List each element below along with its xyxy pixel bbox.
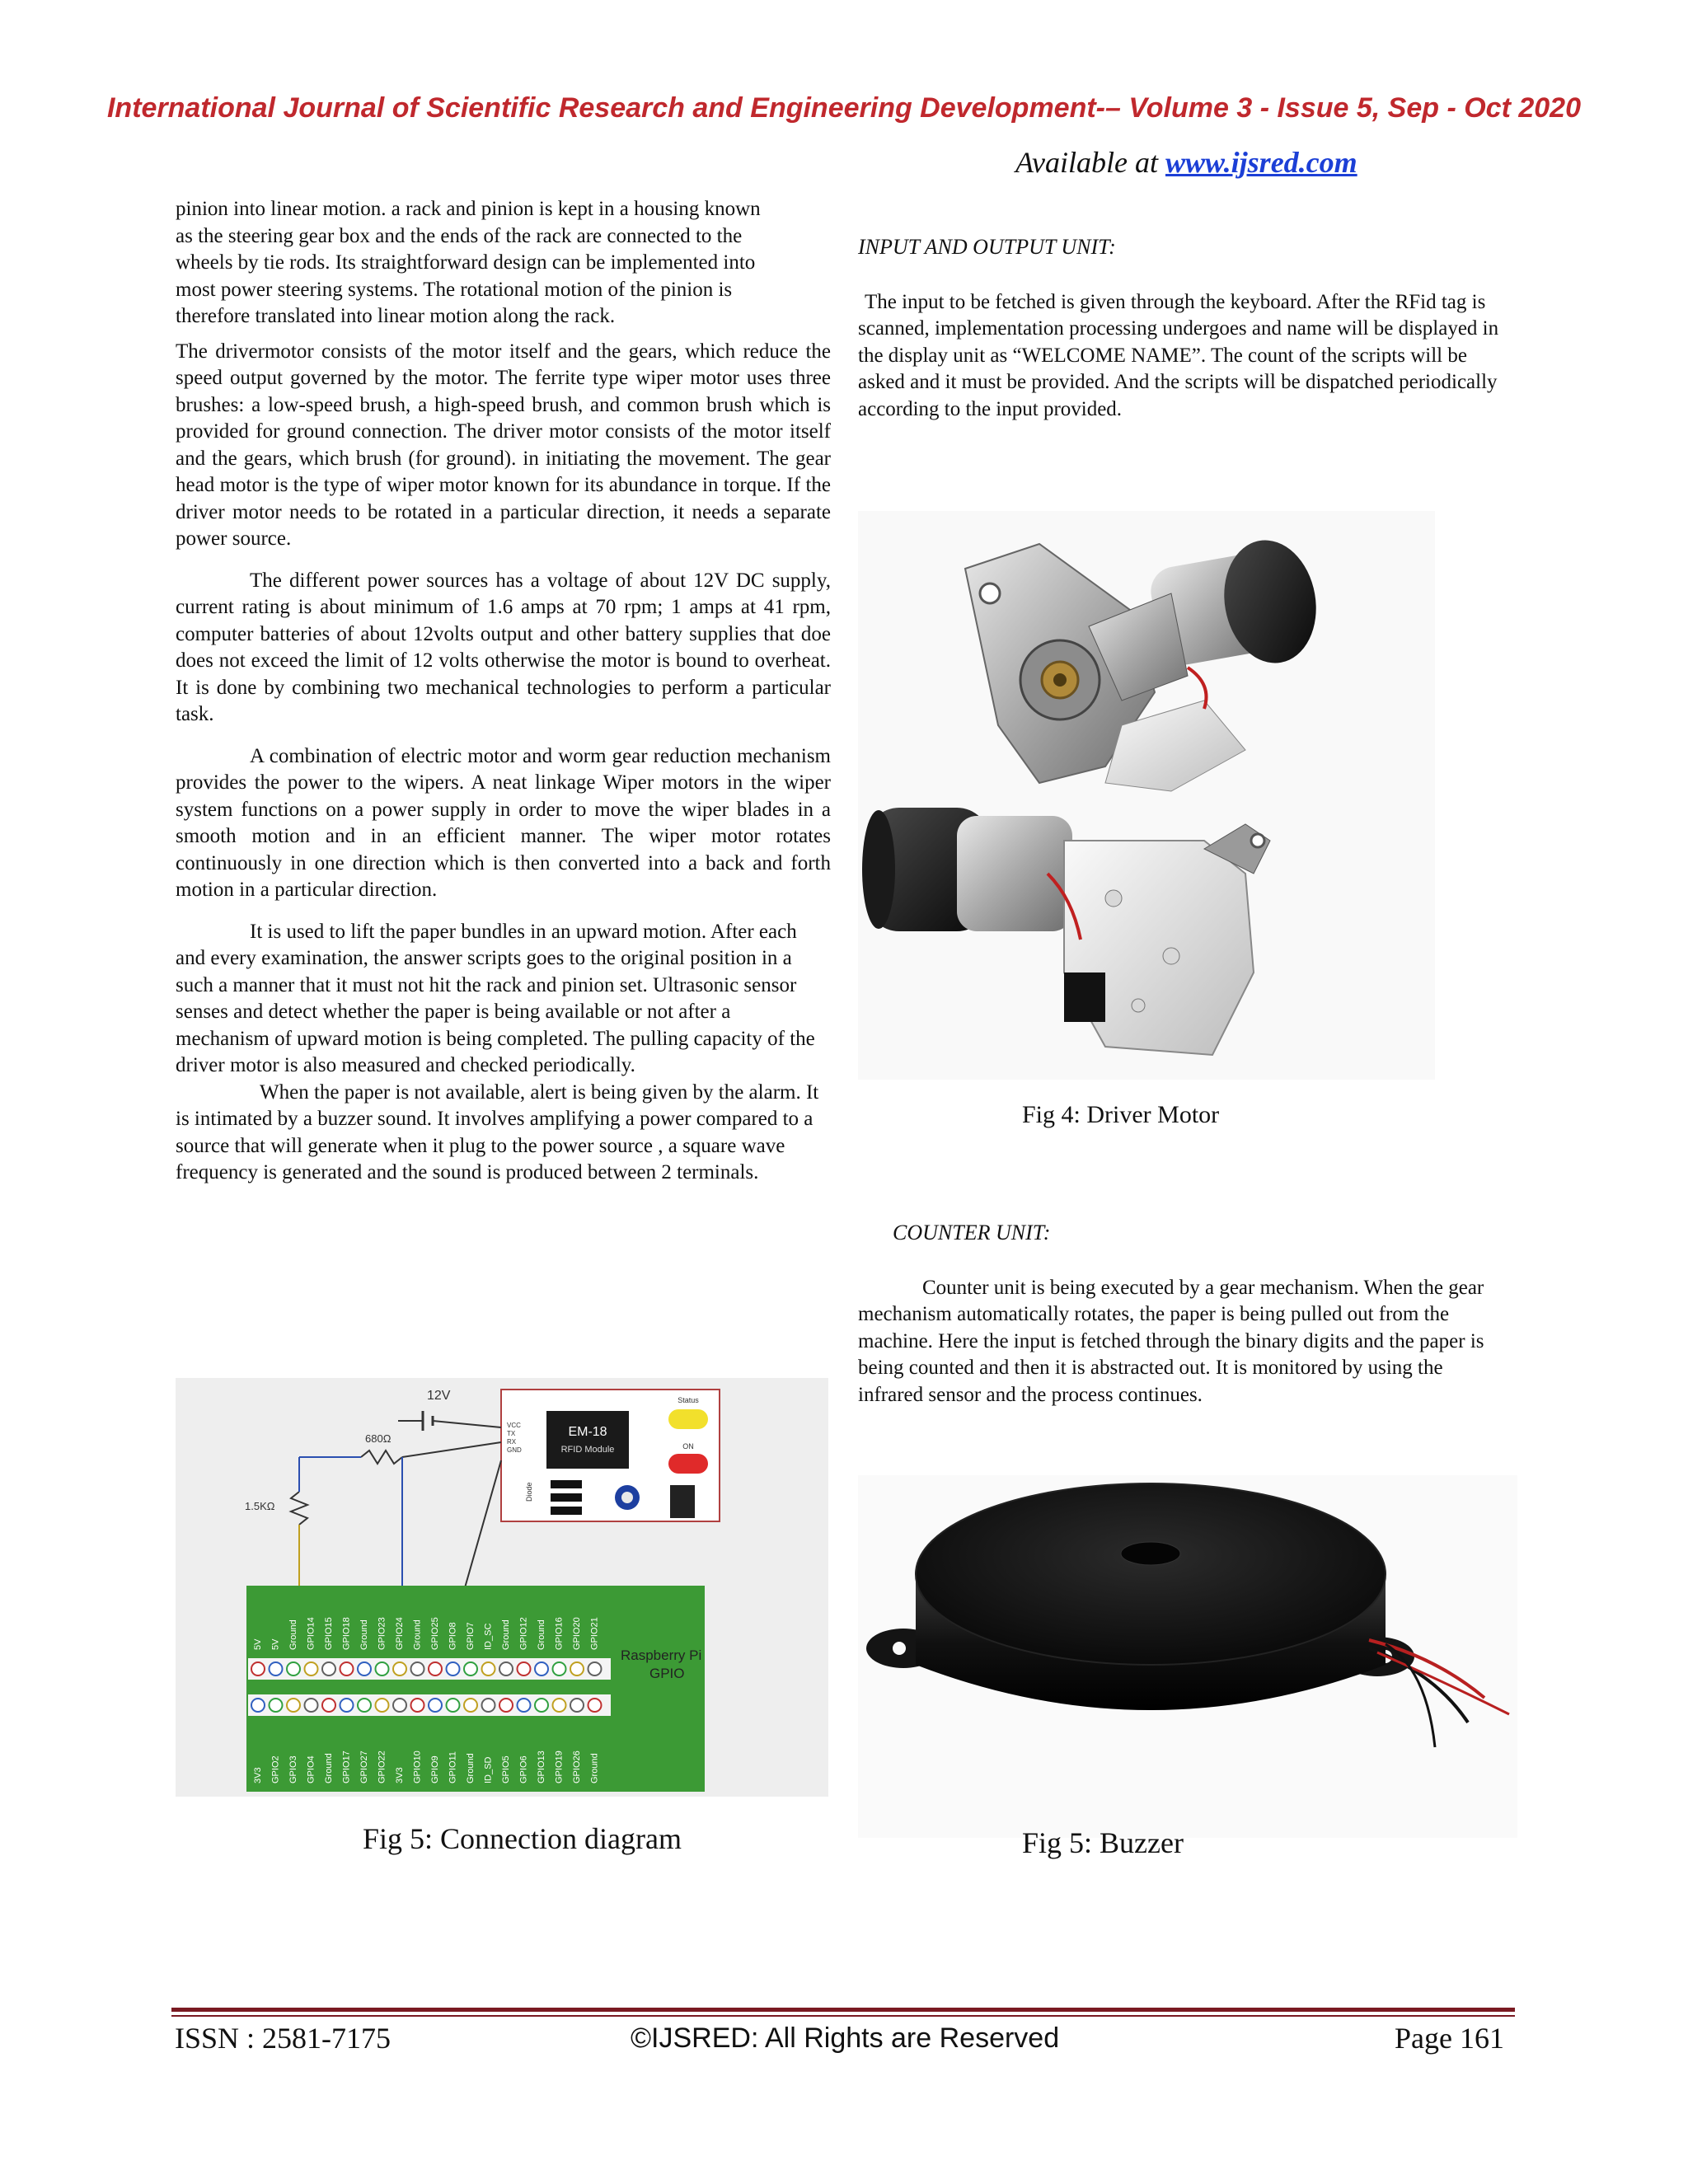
- gpio-pin: [411, 1699, 424, 1712]
- gpio-bottom-label: 3V3: [395, 1767, 405, 1783]
- gpio-bottom-label: ID_SD: [483, 1756, 494, 1783]
- gpio-pin: [535, 1699, 548, 1712]
- io-unit-heading: INPUT AND OUTPUT UNIT:: [858, 235, 1116, 259]
- paragraph-power-sources: The different power sources has a voltage of about 12V DC supply, current rating is about minimum of 1.6 amps at 70 rpm; 1 amps at 41 rpm, computer batteries of about 12volts output and other battery supplies that doe does not exceed the limit of 12 volts otherwise the motor is bound to overheat. It is done by combining two mechanical technologies to perform a particular task.: [176, 569, 831, 725]
- rfid-module-label: RFID Module: [560, 1445, 615, 1455]
- gpio-top-label: GPIO14: [306, 1617, 316, 1650]
- gpio-pin: [570, 1662, 584, 1675]
- journal-website-link[interactable]: www.ijsred.com: [1165, 146, 1357, 179]
- fig4-caption: Fig 4: Driver Motor: [1022, 1101, 1220, 1128]
- diodes: [551, 1480, 582, 1515]
- gpio-pin: [411, 1662, 424, 1675]
- gpio-bottom-label: GPIO11: [448, 1751, 458, 1783]
- gpio-top-label: GPIO12: [518, 1617, 529, 1650]
- gpio-pin: [287, 1699, 300, 1712]
- gpio-top-label: GPIO18: [341, 1617, 352, 1650]
- io-unit-text: The input to be fetched is given through the keyboard. After the RFid tag is scanned, implementation processing undergoes and name will be displayed in the display unit as “WELCOME NAME”. The count of the scripts will be asked and it must be provided. And the scripts will be dispatched periodically according to the input provided.: [858, 290, 1499, 420]
- gpio-pin: [447, 1699, 460, 1712]
- resistor-1-5k: [291, 1492, 307, 1525]
- gpio-pin: [376, 1662, 389, 1675]
- gpio-pin: [393, 1699, 406, 1712]
- gpio-top-label: GPIO7: [466, 1622, 476, 1650]
- gpio-top-label: GPIO25: [430, 1617, 440, 1650]
- buzzer-image: [858, 1475, 1517, 1838]
- gpio-bottom-label: GPIO26: [572, 1750, 582, 1783]
- gpio-pin: [270, 1699, 283, 1712]
- gpio-top-label: GPIO24: [395, 1617, 405, 1650]
- gpio-pin: [340, 1699, 354, 1712]
- gpio-top-label: GPIO21: [589, 1617, 600, 1650]
- gpio-bottom-label: GPIO22: [377, 1750, 387, 1783]
- paragraph-paper-lift: It is used to lift the paper bundles in an upward motion. After each and every examination, the answer scripts goes to the original position in a such a manner that it must not hit the rack and pinion set. Ultrasonic sensor senses and detect whether the paper is being available or not after a mechanism of upward motion is being completed. The pulling capacity of the driver motor is also measured and checked periodically.: [176, 920, 815, 1076]
- gpio-pin: [518, 1699, 531, 1712]
- connection-diagram-figure: [176, 1378, 828, 1797]
- gpio-pin: [535, 1662, 548, 1675]
- gpio-top-label: GPIO15: [324, 1617, 334, 1650]
- paragraph-worm-gear: A combination of electric motor and worm gear reduction mechanism provides the power to the wipers. A neat linkage Wiper motors in the wiper system functions on a power supply in order to move the wiper blades in a smooth motion and in an efficient manner. The wiper motor rotates continuously in one direction which is then converted into a back and forth motion in a particular direction.: [176, 744, 831, 901]
- gpio-bottom-label: Ground: [589, 1753, 600, 1783]
- gpio-top-label: GPIO16: [554, 1617, 565, 1650]
- gpio-pin: [270, 1662, 283, 1675]
- gpio-bottom-label: GPIO2: [270, 1755, 281, 1783]
- gpio-pin: [376, 1699, 389, 1712]
- module-pin-label: TX: [507, 1430, 516, 1437]
- footer-copyright: ©IJSRED: All Rights are Reserved: [631, 2022, 1060, 2054]
- voltage-label: 12V: [427, 1389, 451, 1403]
- footer-rule-thin: [171, 2015, 1515, 2017]
- footer-rule: [171, 2008, 1515, 2012]
- paragraph-buzzer-alarm: When the paper is not available, alert is being given by the alarm. It is intimated by a buzzer sound. It involves amplifying a power compared to a source that will generate when it plug to the power source , a square wave frequency is generated and the sound is produced between 2 terminals.: [176, 1080, 819, 1183]
- em18-label: EM-18: [568, 1425, 607, 1439]
- gpio-pin: [287, 1662, 300, 1675]
- status-led-yellow: [668, 1409, 708, 1429]
- gpio-top-label: 5V: [253, 1638, 263, 1650]
- journal-title: International Journal of Scientific Research and Engineering Development-– Volume 3 - Issue 5, Sep - Oct 2020: [106, 92, 1581, 124]
- gpio-pin: [358, 1699, 371, 1712]
- availability-line: [1015, 145, 1357, 180]
- on-label: ON: [682, 1442, 694, 1451]
- gpio-pin: [358, 1662, 371, 1675]
- footer-page-number: Page 161: [1395, 2022, 1504, 2055]
- gpio-top-label: GPIO20: [572, 1617, 582, 1650]
- gpio-pin: [322, 1662, 335, 1675]
- gpio-pin: [570, 1699, 584, 1712]
- gpio-pin: [393, 1662, 406, 1675]
- resistor-680: [361, 1451, 402, 1464]
- transistor: [670, 1485, 695, 1518]
- gpio-bottom-label: GPIO4: [306, 1755, 316, 1783]
- gpio-bottom-label: Ground: [466, 1753, 476, 1783]
- gpio-bottom-label: GPIO13: [537, 1750, 546, 1783]
- gpio-top-label: GPIO8: [448, 1622, 458, 1650]
- available-prefix: Available at: [1015, 146, 1165, 179]
- fig5-connection-caption: Fig 5: Connection diagram: [363, 1822, 682, 1855]
- gpio-top-label: Ground: [359, 1619, 369, 1650]
- gpio-pin: [553, 1699, 566, 1712]
- gpio-pin: [464, 1662, 477, 1675]
- gpio-pin: [588, 1662, 602, 1675]
- resistor-1-5k-label: 1.5KΩ: [245, 1500, 275, 1512]
- gpio-bottom-label: GPIO3: [288, 1755, 298, 1783]
- gpio-top-label: Ground: [501, 1619, 511, 1650]
- gpio-pin: [447, 1662, 460, 1675]
- gpio-bottom-label: Ground: [324, 1753, 334, 1783]
- gpio-bottom-label: GPIO5: [501, 1755, 511, 1783]
- gpio-top-label: 5V: [270, 1638, 281, 1650]
- buzzer-figure: [858, 1475, 1517, 1838]
- driver-motor-image: [858, 511, 1435, 1080]
- footer-issn: ISSN : 2581-7175: [175, 2022, 392, 2055]
- gpio-pin: [482, 1662, 495, 1675]
- gpio-bottom-label: GPIO6: [518, 1755, 529, 1783]
- io-unit-section: [858, 234, 1509, 423]
- gpio-pin: [499, 1662, 513, 1675]
- left-column: [176, 196, 831, 1187]
- gpio-bottom-label: 3V3: [253, 1767, 263, 1783]
- gpio-bottom-label: GPIO27: [359, 1750, 369, 1783]
- counter-unit-text: Counter unit is being executed by a gear mechanism. When the gear mechanism automatically rotates, the paper is being pulled out from the machine. Here the input is fetched through the binary digits and the paper is being counted and then it is abstracted out. It is monitored by using the infrared sensor and the process continues.: [858, 1276, 1484, 1406]
- em18-module: [546, 1411, 629, 1469]
- gpio-pin: [305, 1662, 318, 1675]
- gpio-pin: [482, 1699, 495, 1712]
- module-pin-label: VCC: [507, 1422, 521, 1429]
- gpio-pin: [553, 1662, 566, 1675]
- counter-unit-section: [858, 1220, 1509, 1408]
- paragraph-driver-motor: The drivermotor consists of the motor itself and the gears, which reduce the speed output governed by the motor. The ferrite type wiper motor uses three brushes: a low-speed brush, a high-speed brush, and common brush which is provided for ground connection. The driver motor consists of the motor itself and the gears, which brush (for ground). in initiating the movement. The gear head motor is the type of wiper motor known for its abundance in torque. If the driver motor needs to be rotated in a particular direction, it needs a separate power source.: [176, 340, 831, 550]
- gpio-pin: [429, 1662, 442, 1675]
- gpio-pin: [251, 1699, 265, 1712]
- module-pin-label: GND: [507, 1446, 522, 1454]
- driver-motor-figure: [858, 511, 1435, 1080]
- paragraph-rack-pinion: pinion into linear motion. a rack and pinion is kept in a housing known as the steering gear box and the ends of the rack are connected to the wheels by tie rods. Its straightforward design can be implemented into most power steering systems. The rotational motion of the pinion is therefore translated into linear motion along the rack.: [176, 198, 761, 327]
- status-label: Status: [678, 1396, 699, 1404]
- gpio-top-label: ID_SC: [483, 1623, 494, 1650]
- gpio-top-label: Ground: [288, 1619, 298, 1650]
- gpio-pin: [518, 1662, 531, 1675]
- gpio-bottom-label: GPIO17: [341, 1750, 352, 1783]
- gpio-label: GPIO: [649, 1666, 685, 1681]
- gpio-pin: [305, 1699, 318, 1712]
- gpio-bottom-label: GPIO9: [430, 1755, 440, 1783]
- counter-unit-heading: COUNTER UNIT:: [893, 1221, 1051, 1244]
- gpio-pin: [340, 1662, 354, 1675]
- diode-label: Diode: [525, 1482, 533, 1502]
- module-pin-label: RX: [507, 1438, 517, 1446]
- gpio-top-label: GPIO23: [377, 1617, 387, 1650]
- gpio-pin: [251, 1662, 265, 1675]
- resistor-680-label: 680Ω: [365, 1432, 392, 1445]
- connection-diagram: [176, 1378, 828, 1797]
- fig5-buzzer-caption: Fig 5: Buzzer: [1022, 1826, 1184, 1859]
- gpio-pin: [464, 1699, 477, 1712]
- gpio-pin: [499, 1699, 513, 1712]
- raspberry-pi-label: Raspberry Pi: [621, 1647, 702, 1663]
- gpio-pin: [429, 1699, 442, 1712]
- gpio-pin: [322, 1699, 335, 1712]
- gpio-top-label: Ground: [412, 1619, 423, 1650]
- on-led-red: [668, 1454, 708, 1474]
- gpio-bottom-label: GPIO19: [554, 1750, 565, 1783]
- gpio-pin: [588, 1699, 602, 1712]
- gpio-top-label: Ground: [537, 1619, 546, 1650]
- gpio-bottom-label: GPIO10: [412, 1750, 423, 1783]
